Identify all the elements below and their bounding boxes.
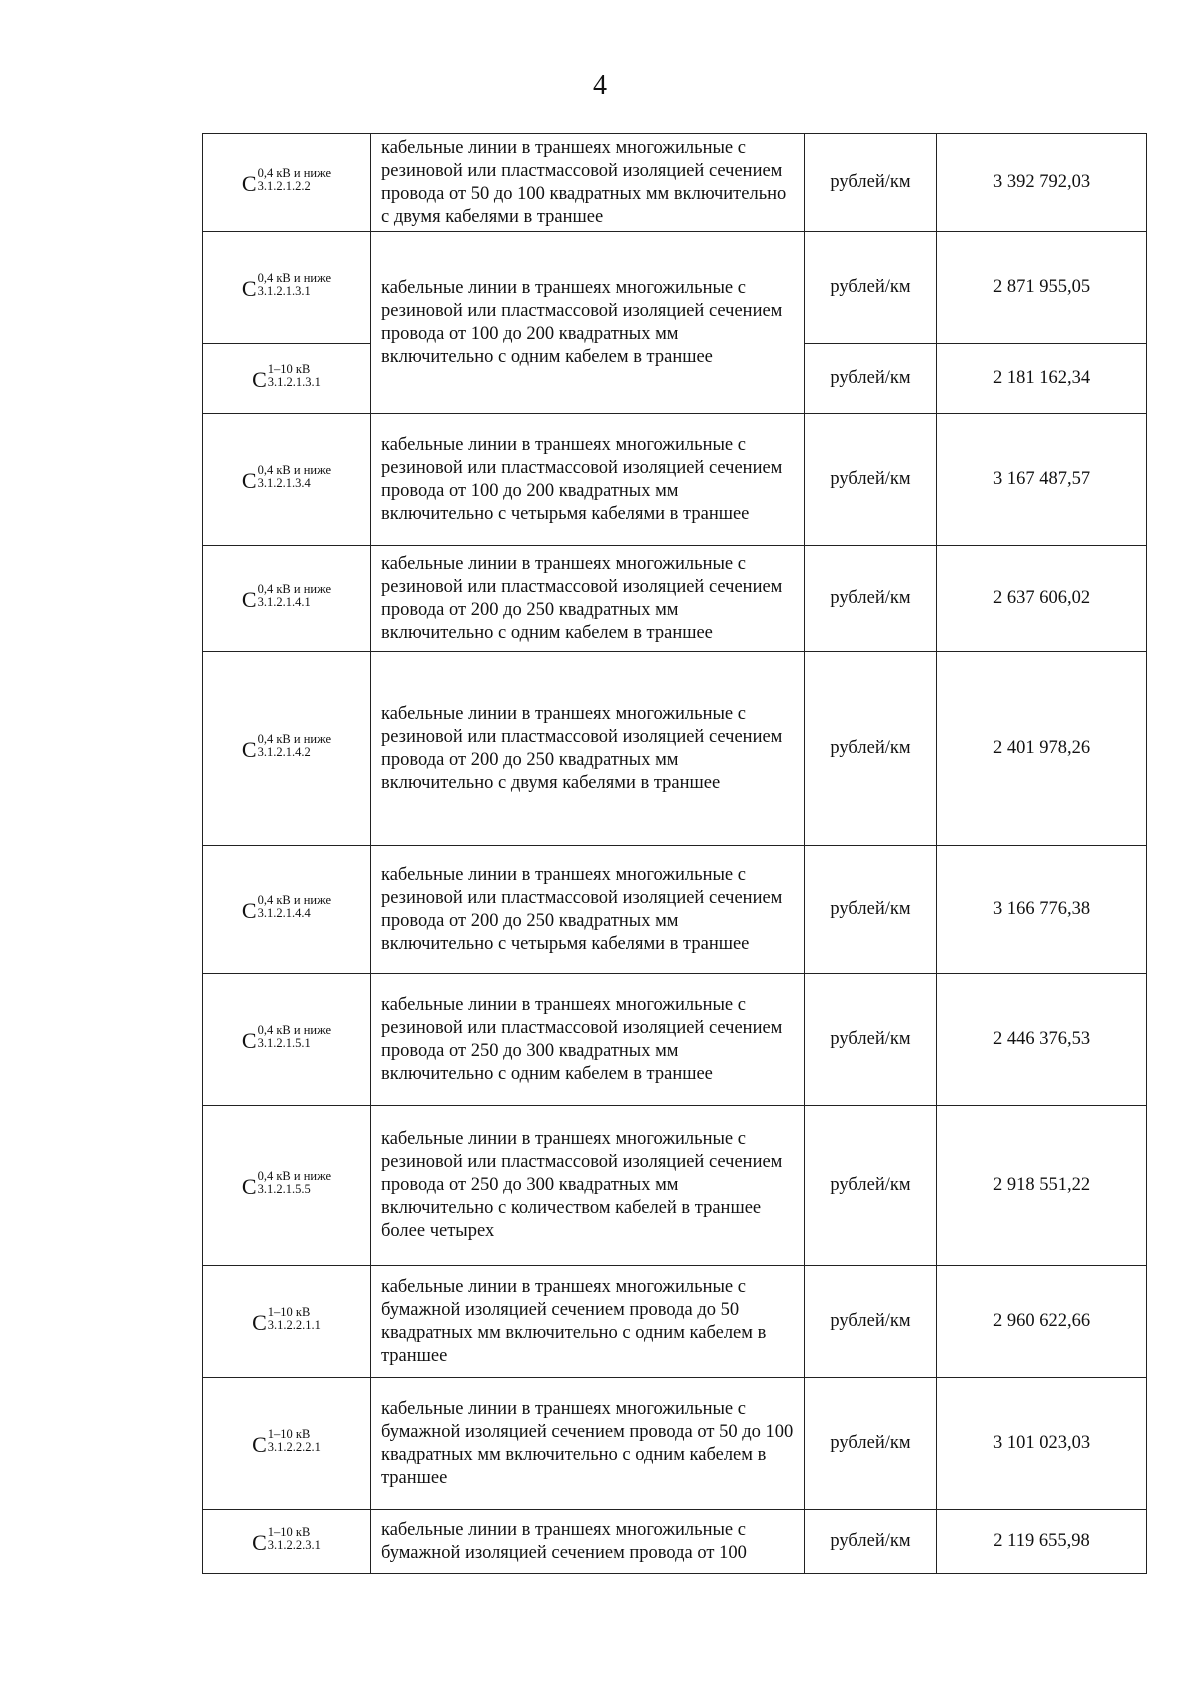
rate-symbol-sub: 3.1.2.1.4.4	[257, 906, 311, 920]
rate-symbol-sub: 3.1.2.1.3.4	[257, 476, 311, 490]
rate-description: кабельные линии в траншеях многожильные с резиновой или пластмассовой изоляцией сечением провода от 200 до 250 квадратных мм включительно с четырьмя кабелями в траншее	[371, 846, 805, 974]
rate-description: кабельные линии в траншеях многожильные с резиновой или пластмассовой изоляцией сечением провода от 200 до 250 квадратных мм включительно с одним кабелем в траншее	[371, 546, 805, 652]
rate-description: кабельные линии в траншеях многожильные с бумажной изоляцией сечением провода до 50 квадратных мм включительно с одним кабелем в траншее	[371, 1266, 805, 1378]
rate-symbol-sub: 3.1.2.1.2.2	[257, 179, 311, 193]
rate-value: 2 446 376,53	[937, 974, 1147, 1106]
rate-symbol-sup: 1–10 кВ	[267, 1305, 311, 1319]
rate-symbol-sup: 0,4 кВ и ниже	[257, 463, 332, 477]
rate-symbol-sup: 1–10 кВ	[267, 1525, 311, 1539]
rate-unit: рублей/км	[805, 134, 937, 232]
rate-symbol-sup: 1–10 кВ	[267, 362, 311, 376]
rate-symbol-sup: 0,4 кВ и ниже	[257, 732, 332, 746]
rate-symbol: C 1–10 кВ 3.1.2.2.3.1	[252, 1525, 321, 1555]
rate-symbol-sup: 1–10 кВ	[267, 1427, 311, 1441]
rate-symbol-sub: 3.1.2.1.3.1	[267, 375, 321, 389]
rate-symbol: C 1–10 кВ 3.1.2.2.1.1	[252, 1305, 321, 1335]
rate-code-cell	[203, 1106, 371, 1266]
rate-code-cell	[203, 1378, 371, 1510]
rate-unit: рублей/км	[805, 414, 937, 546]
table-row	[203, 546, 1147, 652]
rate-unit: рублей/км	[805, 1378, 937, 1510]
rate-code-cell	[203, 134, 371, 232]
rate-symbol-sub: 3.1.2.1.4.1	[257, 595, 311, 609]
rate-symbol: C 1–10 кВ 3.1.2.2.2.1	[252, 1427, 321, 1457]
rate-description: кабельные линии в траншеях многожильные с резиновой или пластмассовой изоляцией сечением провода от 100 до 200 квадратных мм включительно с одним кабелем в траншее	[371, 232, 805, 414]
rate-value: 2 181 162,34	[937, 344, 1147, 414]
rate-code-cell	[203, 1266, 371, 1378]
rate-symbol-sub: 3.1.2.2.3.1	[267, 1538, 321, 1552]
rate-unit: рублей/км	[805, 974, 937, 1106]
table-row	[203, 1378, 1147, 1510]
rate-unit: рублей/км	[805, 1106, 937, 1266]
rate-value: 2 119 655,98	[937, 1510, 1147, 1574]
rate-symbol-sub: 3.1.2.1.5.5	[257, 1182, 311, 1196]
rate-symbol-sup: 0,4 кВ и ниже	[257, 1023, 332, 1037]
rate-unit: рублей/км	[805, 652, 937, 846]
rate-symbol: C 0,4 кВ и ниже 3.1.2.1.2.2	[241, 166, 332, 196]
table-row	[203, 1266, 1147, 1378]
rate-symbol-sup: 0,4 кВ и ниже	[257, 166, 332, 180]
rate-symbol: C 0,4 кВ и ниже 3.1.2.1.4.2	[241, 732, 332, 762]
rate-value: 2 871 955,05	[937, 232, 1147, 344]
rate-symbol-sub: 3.1.2.1.3.1	[257, 284, 311, 298]
rate-description: кабельные линии в траншеях многожильные с резиновой или пластмассовой изоляцией сечением провода от 200 до 250 квадратных мм включительно с двумя кабелями в траншее	[371, 652, 805, 846]
rate-value: 2 637 606,02	[937, 546, 1147, 652]
rate-symbol-sub: 3.1.2.1.5.1	[257, 1036, 311, 1050]
table-row	[203, 652, 1147, 846]
rate-symbol: C 0,4 кВ и ниже 3.1.2.1.5.5	[241, 1169, 332, 1199]
rate-symbol: C 0,4 кВ и ниже 3.1.2.1.3.4	[241, 463, 332, 493]
rate-description: кабельные линии в траншеях многожильные с резиновой или пластмассовой изоляцией сечением провода от 100 до 200 квадратных мм включительно с четырьмя кабелями в траншее	[371, 414, 805, 546]
rate-unit: рублей/км	[805, 1510, 937, 1574]
table-row	[203, 846, 1147, 974]
page-number: 4	[593, 70, 607, 101]
rate-symbol: C 1–10 кВ 3.1.2.1.3.1	[252, 362, 321, 392]
rate-symbol-sub: 3.1.2.2.1.1	[267, 1318, 321, 1332]
rates-table	[202, 133, 1147, 1574]
rate-symbol-sup: 0,4 кВ и ниже	[257, 582, 332, 596]
rate-description: кабельные линии в траншеях многожильные с резиновой или пластмассовой изоляцией сечением провода от 50 до 100 квадратных мм включительно с двумя кабелями в траншее	[371, 134, 805, 232]
rate-symbol-sub: 3.1.2.1.4.2	[257, 745, 311, 759]
rate-description: кабельные линии в траншеях многожильные с резиновой или пластмассовой изоляцией сечением провода от 250 до 300 квадратных мм включительно с количеством кабелей в траншее более четырех	[371, 1106, 805, 1266]
rate-unit: рублей/км	[805, 1266, 937, 1378]
rate-symbol-sup: 0,4 кВ и ниже	[257, 1169, 332, 1183]
rate-symbol: C 0,4 кВ и ниже 3.1.2.1.5.1	[241, 1023, 332, 1053]
table-row	[203, 974, 1147, 1106]
rate-value: 3 167 487,57	[937, 414, 1147, 546]
rate-code-cell	[203, 1510, 371, 1574]
rate-code-cell	[203, 344, 371, 414]
rate-code-cell	[203, 846, 371, 974]
rate-symbol: C 0,4 кВ и ниже 3.1.2.1.4.1	[241, 582, 332, 612]
table-row	[203, 414, 1147, 546]
rate-symbol-sup: 0,4 кВ и ниже	[257, 271, 332, 285]
rate-symbol-sup: 0,4 кВ и ниже	[257, 893, 332, 907]
table-row	[203, 134, 1147, 232]
rate-value: 3 392 792,03	[937, 134, 1147, 232]
rate-unit: рублей/км	[805, 846, 937, 974]
rate-unit: рублей/км	[805, 232, 937, 344]
rate-value: 3 101 023,03	[937, 1378, 1147, 1510]
rate-value: 2 960 622,66	[937, 1266, 1147, 1378]
rate-description: кабельные линии в траншеях многожильные с бумажной изоляцией сечением провода от 100	[371, 1510, 805, 1574]
table-row	[203, 1106, 1147, 1266]
rate-symbol: C 0,4 кВ и ниже 3.1.2.1.4.4	[241, 893, 332, 923]
rate-symbol-sub: 3.1.2.2.2.1	[267, 1440, 321, 1454]
table-row	[203, 232, 1147, 344]
rate-description: кабельные линии в траншеях многожильные с резиновой или пластмассовой изоляцией сечением провода от 250 до 300 квадратных мм включительно с одним кабелем в траншее	[371, 974, 805, 1106]
rate-unit: рублей/км	[805, 344, 937, 414]
rate-code-cell	[203, 232, 371, 344]
rate-value: 2 401 978,26	[937, 652, 1147, 846]
rate-code-cell	[203, 974, 371, 1106]
table-row	[203, 1510, 1147, 1574]
rate-value: 2 918 551,22	[937, 1106, 1147, 1266]
rate-code-cell	[203, 546, 371, 652]
rate-symbol: C 0,4 кВ и ниже 3.1.2.1.3.1	[241, 271, 332, 301]
rate-value: 3 166 776,38	[937, 846, 1147, 974]
rate-code-cell	[203, 414, 371, 546]
rate-description: кабельные линии в траншеях многожильные с бумажной изоляцией сечением провода от 50 до 100 квадратных мм включительно с одним кабелем в траншее	[371, 1378, 805, 1510]
rate-code-cell	[203, 652, 371, 846]
rate-unit: рублей/км	[805, 546, 937, 652]
